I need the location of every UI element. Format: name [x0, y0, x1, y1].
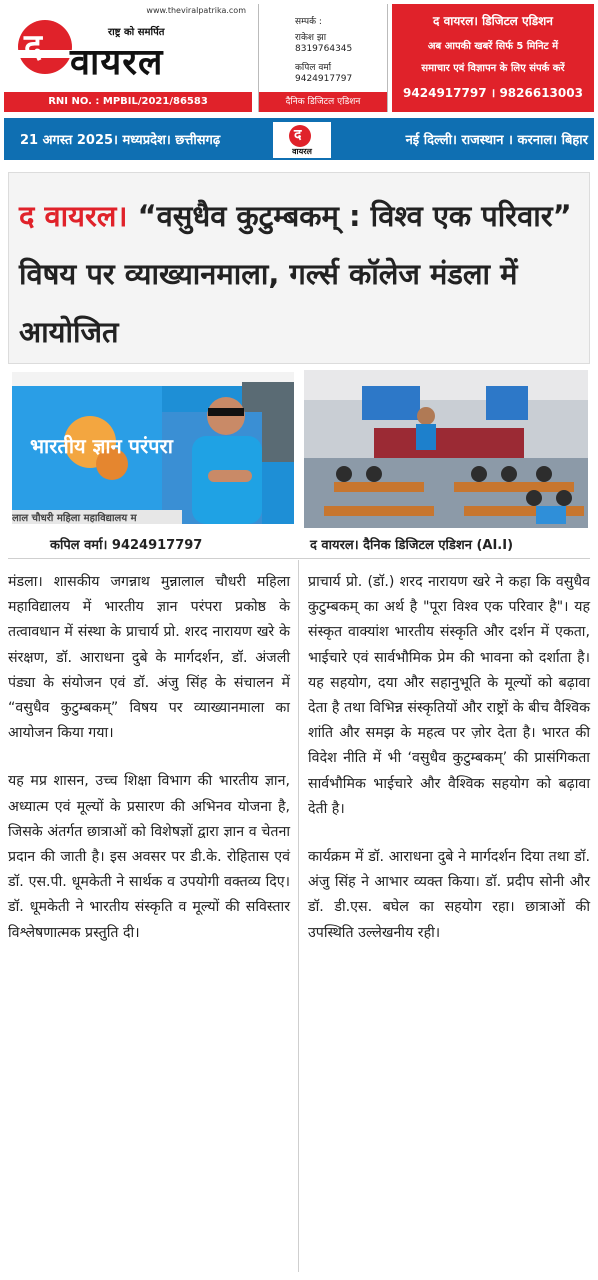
logo-mark-letter: द [24, 27, 43, 67]
headline-box [8, 172, 590, 364]
contact-label: सम्पर्क : [295, 17, 322, 27]
headline-brand: द वायरल। [19, 199, 128, 233]
classroom-photo [304, 370, 588, 528]
logo-name: वायरल [70, 42, 164, 83]
banner-subtitle: लाल चौधरी महिला महाविद्यालय म [12, 513, 137, 524]
masthead [4, 4, 594, 112]
date-strip [4, 118, 594, 160]
headline-text: “वसुधैव कुटुम्बकम् : विश्व एक परिवार” विषय पर व्याख्यानमाला, गर्ल्स कॉलेज मंडला में आयोजित [19, 199, 572, 349]
contact-footer: दैनिक डिजिटल एडिशन [259, 92, 387, 112]
column-divider [298, 560, 299, 1272]
banner-title: भारतीय ज्ञान परंपरा [30, 434, 173, 458]
promo-block [392, 4, 594, 112]
promo-line-1: द वायरल। डिजिटल एडिशन [433, 14, 553, 28]
article-paragraph: कार्यक्रम में डॉ. आराधना दुबे ने मार्गदर्शन दिया तथा डॉ. अंजु सिंह ने आभार व्यक्त किया। डॉ. प्रदीप सोनी और डॉ. डी.एस. बघेल का सहयोग रहा। छात्राओं की उपस्थिति उल्लेखनीय रही। [308, 849, 590, 941]
article-paragraph: यह मप्र शासन, उच्च शिक्षा विभाग की भारतीय ज्ञान, अध्यात्म एवं मूल्यों के प्रसारण की अभिनव योजना है, जिसके अंतर्गत छात्राओं को विशेषज्ञों द्वारा ज्ञान व चेतना प्रदान की जाती है। इस अवसर पर डी.के. रोहितास एवं डॉ. एस.पी. धूमकेती ने सार्थक व उपयोगी वक्तव्य दिए। डॉ. धूमकेती ने भारतीय संस्कृति व मूल्यों की सविस्तार विश्लेषणात्मक प्रस्तुति दी। [8, 773, 290, 941]
website-url[interactable]: www.theviralpatrika.com [146, 6, 246, 15]
article-column-right [308, 570, 590, 946]
date-location: 21 अगस्त 2025। मध्यप्रदेश। छत्तीसगढ़ [20, 133, 221, 148]
logo-tagline: राष्ट्र को समर्पित [108, 27, 165, 38]
article-paragraph: मंडला। शासकीय जगन्नाथ मुन्नालाल चौधरी महिला महाविद्यालय में भारतीय ज्ञान परंपरा प्रकोष्ठ के तत्वावधान में संस्था के प्राचार्य प्रो. शरद नारायण खरे के संरक्षण, डॉ. आराधना दुबे के मार्गदर्शन, डॉ. अंजली पंड्या के संयोजन एवं डॉ. अंजु सिंह के संचालन में “वसुधैव कुटुम्बकम्” विषय पर व्याख्यानमाला का आयोजन किया गया। [8, 574, 290, 742]
contact-name-1: राकेश झा [295, 33, 327, 43]
contact-phone-2: 9424917797 [295, 74, 353, 84]
right-photo-caption: द वायरल। दैनिक डिजिटल एडिशन (AI.I) [310, 538, 514, 553]
article-column-left [8, 570, 290, 946]
logo-mark-icon [18, 20, 72, 74]
promo-line-3: समाचार एवं विज्ञापन के लिए संपर्क करें [421, 63, 565, 74]
strip-logo [272, 121, 332, 159]
promo-line-2: अब आपकी खबरें सिर्फ 5 मिनिट में [427, 41, 559, 52]
contact-name-2: कपिल वर्मा [295, 63, 332, 73]
headline [19, 187, 584, 361]
strip-logo-name: वायरल [292, 147, 312, 156]
promo-phones: 9424917797 । 9826613003 [403, 86, 583, 100]
article-paragraph: प्राचार्य प्रो. (डॉ.) शरद नारायण खरे ने कहा कि वसुधैव कुटुम्बकम् का अर्थ है "पूरा विश्व एक परिवार है"। यह संस्कृत वाक्यांश भारतीय संस्कृति और दर्शन में एकता, भाईचारे एवं सार्वभौमिक प्रेम की भावना को दर्शाता है। यह सहयोग, दया और सहानुभूति के मूल्यों को बढ़ावा देता है तथा विभिन्न संस्कृतियों और राष्ट्रों के बीच वैश्विक शांति और समझ के महत्व पर ज़ोर देता है। भारत की विदेश नीति में भी ‘वसुधैव कुटुम्बकम्’ की प्रासंगिकता सार्वभौमिक भाईचारे और वैश्विक सहयोग को बढ़ावा देती है। [308, 574, 590, 817]
strip-logo-letter: द [294, 127, 302, 143]
logo-block [4, 4, 252, 112]
left-photo-caption: कपिल वर्मा। 9424917797 [50, 538, 203, 553]
edition-cities: नई दिल्ली। राजस्थान । करनाल। बिहार [405, 133, 588, 148]
rni-number: RNI NO. : MPBIL/2021/86583 [4, 92, 252, 112]
contact-phone-1: 8319764345 [295, 44, 353, 54]
speaker-photo [12, 372, 294, 524]
contact-block [258, 4, 388, 112]
caption-divider [8, 558, 590, 559]
